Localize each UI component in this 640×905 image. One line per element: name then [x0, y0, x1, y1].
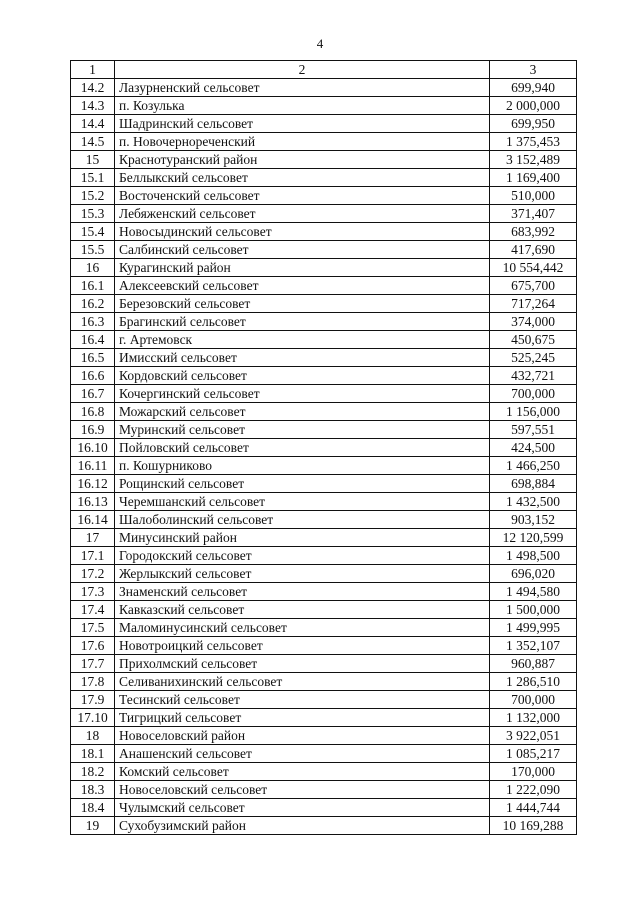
amount-cell: 1 500,000 — [490, 601, 577, 619]
territory-name-cell: Лебяженский сельсовет — [115, 205, 490, 223]
row-number-cell: 16.6 — [71, 367, 115, 385]
territory-name-cell: Новоселовский район — [115, 727, 490, 745]
amount-cell: 1 375,453 — [490, 133, 577, 151]
amount-cell: 960,887 — [490, 655, 577, 673]
row-number-cell: 17.4 — [71, 601, 115, 619]
amount-cell: 510,000 — [490, 187, 577, 205]
row-number-cell: 17.2 — [71, 565, 115, 583]
row-number-cell: 17.1 — [71, 547, 115, 565]
amount-cell: 10 169,288 — [490, 817, 577, 835]
territory-name-cell: Восточенский сельсовет — [115, 187, 490, 205]
table-row — [71, 439, 577, 457]
amount-cell: 696,020 — [490, 565, 577, 583]
table-row — [71, 637, 577, 655]
row-number-cell: 15.3 — [71, 205, 115, 223]
amount-cell: 699,940 — [490, 79, 577, 97]
page-number: 4 — [316, 36, 324, 51]
territory-name-cell: Курагинский район — [115, 259, 490, 277]
amount-cell: 1 498,500 — [490, 547, 577, 565]
row-number-cell: 15.1 — [71, 169, 115, 187]
amount-cell: 683,992 — [490, 223, 577, 241]
territory-name-cell: Тигрицкий сельсовет — [115, 709, 490, 727]
row-number-cell: 16.3 — [71, 313, 115, 331]
amount-cell: 1 499,995 — [490, 619, 577, 637]
table-row — [71, 673, 577, 691]
table-row — [71, 187, 577, 205]
row-number-cell: 18.3 — [71, 781, 115, 799]
territory-name-cell: Кордовский сельсовет — [115, 367, 490, 385]
table-row — [71, 223, 577, 241]
row-number-cell: 15.5 — [71, 241, 115, 259]
amount-cell: 3 922,051 — [490, 727, 577, 745]
amount-cell: 675,700 — [490, 277, 577, 295]
amount-cell: 1 169,400 — [490, 169, 577, 187]
table-row — [71, 547, 577, 565]
row-number-cell: 14.3 — [71, 97, 115, 115]
row-number-cell: 15.2 — [71, 187, 115, 205]
row-number-cell: 16.4 — [71, 331, 115, 349]
row-number-cell: 16.11 — [71, 457, 115, 475]
territory-name-cell: Городокский сельсовет — [115, 547, 490, 565]
territory-name-cell: Знаменский сельсовет — [115, 583, 490, 601]
allocation-table — [70, 60, 577, 835]
amount-cell: 1 466,250 — [490, 457, 577, 475]
amount-cell: 371,407 — [490, 205, 577, 223]
amount-cell: 700,000 — [490, 691, 577, 709]
amount-cell: 1 132,000 — [490, 709, 577, 727]
table-row — [71, 457, 577, 475]
amount-cell: 1 156,000 — [490, 403, 577, 421]
table-row — [71, 817, 577, 835]
table-row — [71, 655, 577, 673]
amount-cell: 432,721 — [490, 367, 577, 385]
row-number-cell: 15 — [71, 151, 115, 169]
table-row — [71, 169, 577, 187]
row-number-cell: 16.8 — [71, 403, 115, 421]
table-row — [71, 709, 577, 727]
row-number-cell: 17.10 — [71, 709, 115, 727]
row-number-cell: 15.4 — [71, 223, 115, 241]
territory-name-cell: Имисский сельсовет — [115, 349, 490, 367]
row-number-cell: 18.2 — [71, 763, 115, 781]
territory-name-cell: Новоселовский сельсовет — [115, 781, 490, 799]
table-row — [71, 133, 577, 151]
amount-cell: 2 000,000 — [490, 97, 577, 115]
table-row — [71, 619, 577, 637]
table-row — [71, 763, 577, 781]
territory-name-cell: Шадринский сельсовет — [115, 115, 490, 133]
row-number-cell: 18.1 — [71, 745, 115, 763]
table-row — [71, 205, 577, 223]
table-row — [71, 421, 577, 439]
amount-cell: 1 085,217 — [490, 745, 577, 763]
table-row — [71, 529, 577, 547]
amount-cell: 699,950 — [490, 115, 577, 133]
row-number-cell: 16 — [71, 259, 115, 277]
table-row — [71, 799, 577, 817]
territory-name-cell: Беллыкский сельсовет — [115, 169, 490, 187]
table-row — [71, 745, 577, 763]
row-number-cell: 16.5 — [71, 349, 115, 367]
table-row — [71, 79, 577, 97]
row-number-cell: 16.14 — [71, 511, 115, 529]
territory-name-cell: Муринский сельсовет — [115, 421, 490, 439]
row-number-cell: 16.12 — [71, 475, 115, 493]
table-row — [71, 781, 577, 799]
table-row — [71, 313, 577, 331]
territory-name-cell: г. Артемовск — [115, 331, 490, 349]
table-row — [71, 277, 577, 295]
table-row — [71, 403, 577, 421]
row-number-cell: 16.13 — [71, 493, 115, 511]
territory-name-cell: Пойловский сельсовет — [115, 439, 490, 457]
territory-name-cell: Краснотуранский район — [115, 151, 490, 169]
amount-cell: 903,152 — [490, 511, 577, 529]
column-header-2: 2 — [115, 61, 490, 79]
territory-name-cell: Селиванихинский сельсовет — [115, 673, 490, 691]
table-row — [71, 331, 577, 349]
table-body — [71, 79, 577, 835]
amount-cell: 700,000 — [490, 385, 577, 403]
territory-name-cell: Минусинский район — [115, 529, 490, 547]
amount-cell: 1 222,090 — [490, 781, 577, 799]
territory-name-cell: Прихолмский сельсовет — [115, 655, 490, 673]
table-row — [71, 385, 577, 403]
amount-cell: 450,675 — [490, 331, 577, 349]
table-row — [71, 475, 577, 493]
territory-name-cell: п. Кошурниково — [115, 457, 490, 475]
table-row — [71, 691, 577, 709]
row-number-cell: 17.9 — [71, 691, 115, 709]
column-header-3: 3 — [490, 61, 577, 79]
row-number-cell: 18 — [71, 727, 115, 745]
amount-cell: 1 286,510 — [490, 673, 577, 691]
territory-name-cell: п. Новочернореченский — [115, 133, 490, 151]
amount-cell: 417,690 — [490, 241, 577, 259]
row-number-cell: 17.6 — [71, 637, 115, 655]
amount-cell: 597,551 — [490, 421, 577, 439]
amount-cell: 12 120,599 — [490, 529, 577, 547]
table-row — [71, 583, 577, 601]
amount-cell: 717,264 — [490, 295, 577, 313]
table-row — [71, 511, 577, 529]
territory-name-cell: Можарский сельсовет — [115, 403, 490, 421]
amount-cell: 1 352,107 — [490, 637, 577, 655]
row-number-cell: 16.2 — [71, 295, 115, 313]
row-number-cell: 17.5 — [71, 619, 115, 637]
table-row — [71, 97, 577, 115]
amount-cell: 424,500 — [490, 439, 577, 457]
amount-cell: 170,000 — [490, 763, 577, 781]
amount-cell: 1 494,580 — [490, 583, 577, 601]
table-row — [71, 151, 577, 169]
table-row — [71, 241, 577, 259]
row-number-cell: 16.1 — [71, 277, 115, 295]
table-row — [71, 493, 577, 511]
territory-name-cell: Жерлыкский сельсовет — [115, 565, 490, 583]
column-header-1: 1 — [71, 61, 115, 79]
territory-name-cell: Лазурненский сельсовет — [115, 79, 490, 97]
table-header-row — [71, 61, 577, 79]
territory-name-cell: Черемшанский сельсовет — [115, 493, 490, 511]
table-row — [71, 259, 577, 277]
row-number-cell: 18.4 — [71, 799, 115, 817]
amount-cell: 374,000 — [490, 313, 577, 331]
row-number-cell: 16.9 — [71, 421, 115, 439]
table-row — [71, 367, 577, 385]
row-number-cell: 16.7 — [71, 385, 115, 403]
table-row — [71, 295, 577, 313]
table-row — [71, 115, 577, 133]
territory-name-cell: Сухобузимский район — [115, 817, 490, 835]
amount-cell: 3 152,489 — [490, 151, 577, 169]
territory-name-cell: Брагинский сельсовет — [115, 313, 490, 331]
amount-cell: 1 432,500 — [490, 493, 577, 511]
amount-cell: 10 554,442 — [490, 259, 577, 277]
territory-name-cell: Тесинский сельсовет — [115, 691, 490, 709]
row-number-cell: 14.4 — [71, 115, 115, 133]
territory-name-cell: Кочергинский сельсовет — [115, 385, 490, 403]
territory-name-cell: Алексеевский сельсовет — [115, 277, 490, 295]
row-number-cell: 17 — [71, 529, 115, 547]
territory-name-cell: Анашенский сельсовет — [115, 745, 490, 763]
territory-name-cell: п. Козулька — [115, 97, 490, 115]
amount-cell: 525,245 — [490, 349, 577, 367]
territory-name-cell: Кавказский сельсовет — [115, 601, 490, 619]
row-number-cell: 19 — [71, 817, 115, 835]
territory-name-cell: Новотроицкий сельсовет — [115, 637, 490, 655]
territory-name-cell: Салбинский сельсовет — [115, 241, 490, 259]
territory-name-cell: Рощинский сельсовет — [115, 475, 490, 493]
territory-name-cell: Березовский сельсовет — [115, 295, 490, 313]
table-row — [71, 727, 577, 745]
territory-name-cell: Новосыдинский сельсовет — [115, 223, 490, 241]
territory-name-cell: Чулымский сельсовет — [115, 799, 490, 817]
row-number-cell: 17.8 — [71, 673, 115, 691]
row-number-cell: 16.10 — [71, 439, 115, 457]
amount-cell: 1 444,744 — [490, 799, 577, 817]
territory-name-cell: Шалоболинский сельсовет — [115, 511, 490, 529]
row-number-cell: 17.7 — [71, 655, 115, 673]
territory-name-cell: Маломинусинский сельсовет — [115, 619, 490, 637]
table-row — [71, 601, 577, 619]
table-row — [71, 349, 577, 367]
territory-name-cell: Комский сельсовет — [115, 763, 490, 781]
amount-cell: 698,884 — [490, 475, 577, 493]
row-number-cell: 14.5 — [71, 133, 115, 151]
row-number-cell: 14.2 — [71, 79, 115, 97]
row-number-cell: 17.3 — [71, 583, 115, 601]
table-row — [71, 565, 577, 583]
